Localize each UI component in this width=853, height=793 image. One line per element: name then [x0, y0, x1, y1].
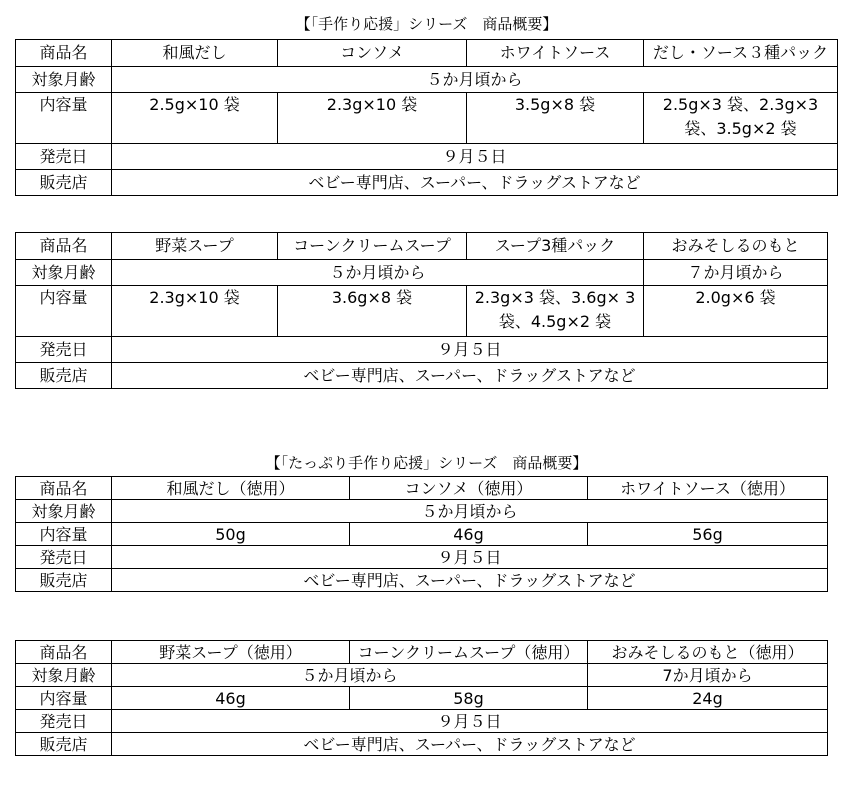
product-name: コンソメ（徳用）: [350, 477, 588, 500]
label-content: 内容量: [16, 286, 112, 337]
content-amount: 2.3g×10 袋: [112, 286, 278, 337]
store-list: ベビー専門店、スーパー、ドラッグストアなど: [112, 569, 828, 592]
label-age: 対象月齢: [16, 67, 112, 93]
content-amount: 50g: [112, 523, 350, 546]
label-release: 発売日: [16, 710, 112, 733]
content-amount: 2.5g×3 袋、2.3g×3 袋、3.5g×2 袋: [644, 93, 838, 144]
product-name: コーンクリームスープ: [278, 233, 467, 260]
product-table-4: [15, 640, 828, 756]
label-age: 対象月齢: [16, 260, 112, 286]
content-amount: 3.6g×8 袋: [278, 286, 467, 337]
product-name: コーンクリームスープ（徳用）: [350, 641, 588, 664]
content-amount: 46g: [112, 687, 350, 710]
target-age: ５か月頃から: [112, 260, 644, 286]
section2-title: 【「たっぷり手作り応援」シリーズ 商品概要】: [265, 454, 588, 472]
content-amount: 24g: [588, 687, 828, 710]
content-amount: 2.5g×10 袋: [112, 93, 278, 144]
label-content: 内容量: [16, 523, 112, 546]
content-amount: 3.5g×8 袋: [467, 93, 644, 144]
product-name: 野菜スープ: [112, 233, 278, 260]
label-product: 商品名: [16, 40, 112, 67]
product-table-1: [15, 39, 838, 196]
content-amount: 2.0g×6 袋: [644, 286, 828, 337]
label-store: 販売店: [16, 569, 112, 592]
product-name: 和風だし: [112, 40, 278, 67]
target-age: 7か月頃から: [588, 664, 828, 687]
label-release: 発売日: [16, 337, 112, 363]
target-age: ５か月頃から: [112, 67, 838, 93]
content-amount: 58g: [350, 687, 588, 710]
store-list: ベビー専門店、スーパー、ドラッグストアなど: [112, 733, 828, 756]
product-table-2: [15, 232, 828, 389]
product-name: 野菜スープ（徳用）: [112, 641, 350, 664]
label-product: 商品名: [16, 477, 112, 500]
release-date: ９月５日: [112, 710, 828, 733]
product-name: おみそしるのもと（徳用）: [588, 641, 828, 664]
product-name: コンソメ: [278, 40, 467, 67]
release-date: ９月５日: [112, 144, 838, 170]
label-product: 商品名: [16, 233, 112, 260]
content-amount: 2.3g×10 袋: [278, 93, 467, 144]
label-product: 商品名: [16, 641, 112, 664]
label-store: 販売店: [16, 170, 112, 196]
label-release: 発売日: [16, 546, 112, 569]
release-date: ９月５日: [112, 337, 828, 363]
product-table-3: [15, 476, 828, 592]
product-name: 和風だし（徳用）: [112, 477, 350, 500]
product-name: だし・ソース３種パック: [644, 40, 838, 67]
label-store: 販売店: [16, 733, 112, 756]
product-name: ホワイトソース: [467, 40, 644, 67]
target-age: ５か月頃から: [112, 500, 828, 523]
label-content: 内容量: [16, 687, 112, 710]
label-content: 内容量: [16, 93, 112, 144]
section1-title: 【「手作り応援」シリーズ 商品概要】: [295, 15, 558, 33]
store-list: ベビー専門店、スーパー、ドラッグストアなど: [112, 363, 828, 389]
target-age: ７か月頃から: [644, 260, 828, 286]
label-age: 対象月齢: [16, 500, 112, 523]
release-date: ９月５日: [112, 546, 828, 569]
product-name: ホワイトソース（徳用）: [588, 477, 828, 500]
label-age: 対象月齢: [16, 664, 112, 687]
content-amount: 56g: [588, 523, 828, 546]
store-list: ベビー専門店、スーパー、ドラッグストアなど: [112, 170, 838, 196]
target-age: ５か月頃から: [112, 664, 588, 687]
content-amount: 2.3g×3 袋、3.6g× 3 袋、4.5g×2 袋: [467, 286, 644, 337]
label-store: 販売店: [16, 363, 112, 389]
label-release: 発売日: [16, 144, 112, 170]
content-amount: 46g: [350, 523, 588, 546]
product-name: おみそしるのもと: [644, 233, 828, 260]
product-name: スープ3種パック: [467, 233, 644, 260]
